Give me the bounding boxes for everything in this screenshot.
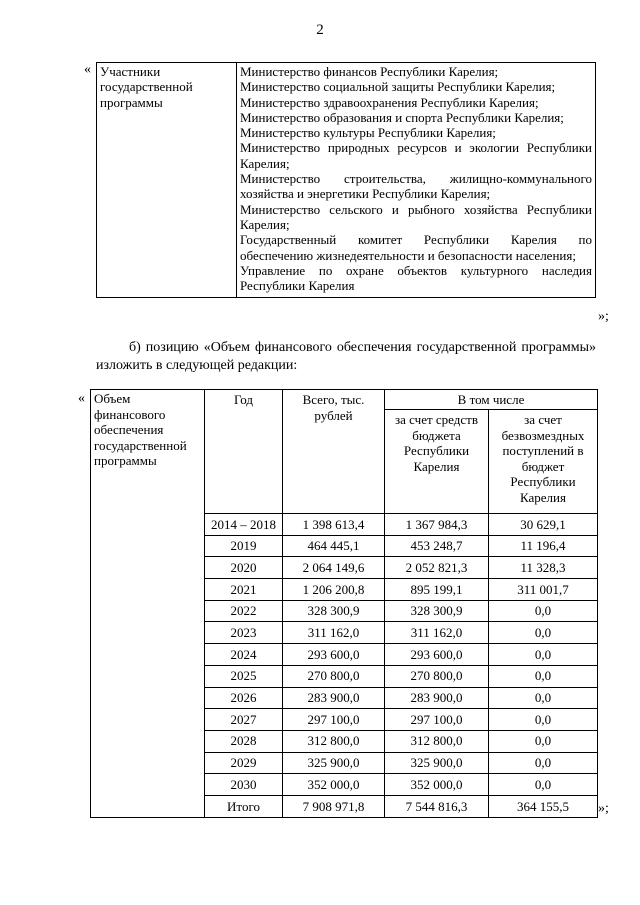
cell-budget: 352 000,0 — [385, 774, 489, 796]
cell-year: 2021 — [205, 579, 283, 601]
participant-item: Министерство строительства, жилищно-коммунального хозяйства и энергетики Республики Карелия; — [240, 171, 592, 202]
participant-item: Министерство здравоохранения Республики Карелия; — [240, 94, 539, 110]
col-free-header: за счет безвозмездных поступлений в бюджет Республики Карелия — [489, 410, 598, 514]
cell-free: 0,0 — [489, 687, 598, 709]
cell-budget: 7 544 816,3 — [385, 795, 489, 817]
cell-budget: 312 800,0 — [385, 730, 489, 752]
cell-year: 2028 — [205, 730, 283, 752]
finance-label: Объем финансового обеспечения государственной программы — [91, 390, 205, 818]
participants-list — [237, 63, 596, 298]
cell-year: 2026 — [205, 687, 283, 709]
cell-free: 30 629,1 — [489, 514, 598, 536]
col-year-header: Год — [205, 390, 283, 514]
col-total-header: Всего, тыс. рублей — [283, 390, 385, 514]
cell-year: 2019 — [205, 535, 283, 557]
cell-year: 2023 — [205, 622, 283, 644]
cell-year: 2014 – 2018 — [205, 514, 283, 536]
cell-year: 2029 — [205, 752, 283, 774]
cell-free: 0,0 — [489, 709, 598, 731]
cell-budget: 1 367 984,3 — [385, 514, 489, 536]
col-including-header: В том числе — [385, 390, 598, 410]
cell-year: 2020 — [205, 557, 283, 579]
cell-total: 270 800,0 — [283, 665, 385, 687]
participant-item: Управление по охране объектов культурного наследия Республики Карелия — [240, 262, 592, 294]
cell-free: 0,0 — [489, 665, 598, 687]
cell-total: 352 000,0 — [283, 774, 385, 796]
cell-free: 364 155,5 — [489, 795, 598, 817]
cell-total: 283 900,0 — [283, 687, 385, 709]
cell-budget: 453 248,7 — [385, 535, 489, 557]
cell-total: 297 100,0 — [283, 709, 385, 731]
participant-item: Министерство сельского и рыбного хозяйства Республики Карелия; — [240, 201, 592, 232]
participants-table — [96, 62, 596, 298]
cell-free: 0,0 — [489, 622, 598, 644]
quote-close-2: »; — [598, 801, 609, 816]
cell-total: 312 800,0 — [283, 730, 385, 752]
cell-year: 2022 — [205, 600, 283, 622]
participant-item: Министерство образования и спорта Республики Карелия; — [240, 109, 564, 125]
cell-budget: 2 052 821,3 — [385, 557, 489, 579]
cell-total: 311 162,0 — [283, 622, 385, 644]
participant-item: Государственный комитет Республики Карелия по обеспечению жизнедеятельности и безопасности населения; — [240, 232, 592, 263]
cell-budget: 325 900,0 — [385, 752, 489, 774]
cell-budget: 328 300,9 — [385, 600, 489, 622]
cell-year: 2024 — [205, 644, 283, 666]
cell-free: 0,0 — [489, 730, 598, 752]
cell-total: 464 445,1 — [283, 535, 385, 557]
cell-total: 293 600,0 — [283, 644, 385, 666]
participant-item: Министерство социальной защиты Республики Карелия; — [240, 79, 556, 95]
cell-free: 11 196,4 — [489, 535, 598, 557]
col-budget-header: за счет средств бюджета Республики Карелия — [385, 410, 489, 514]
cell-total: 1 398 613,4 — [283, 514, 385, 536]
participant-item: Министерство финансов Республики Карелия; — [240, 64, 499, 79]
participant-item: Министерство природных ресурсов и экологии Республики Карелия; — [240, 140, 592, 171]
cell-total: 7 908 971,8 — [283, 795, 385, 817]
cell-budget: 283 900,0 — [385, 687, 489, 709]
cell-free: 311 001,7 — [489, 579, 598, 601]
cell-budget: 311 162,0 — [385, 622, 489, 644]
quote-open-1: « — [84, 62, 91, 77]
cell-year: Итого — [205, 795, 283, 817]
cell-free: 0,0 — [489, 644, 598, 666]
cell-budget: 297 100,0 — [385, 709, 489, 731]
quote-close-1: »; — [598, 309, 609, 324]
cell-free: 0,0 — [489, 752, 598, 774]
cell-year: 2030 — [205, 774, 283, 796]
page-number: 2 — [316, 22, 324, 38]
cell-total: 325 900,0 — [283, 752, 385, 774]
cell-year: 2027 — [205, 709, 283, 731]
finance-table — [90, 389, 598, 818]
cell-year: 2025 — [205, 665, 283, 687]
cell-budget: 293 600,0 — [385, 644, 489, 666]
cell-free: 0,0 — [489, 774, 598, 796]
cell-budget: 270 800,0 — [385, 665, 489, 687]
cell-total: 2 064 149,6 — [283, 557, 385, 579]
participant-item: Министерство культуры Республики Карелия; — [240, 125, 496, 141]
cell-free: 11 328,3 — [489, 557, 598, 579]
quote-open-2: « — [78, 391, 85, 406]
participants-label: Участники государственной программы — [97, 63, 237, 298]
cell-total: 328 300,9 — [283, 600, 385, 622]
cell-total: 1 206 200,8 — [283, 579, 385, 601]
cell-budget: 895 199,1 — [385, 579, 489, 601]
instruction-paragraph: б) позицию «Объем финансового обеспечения государственной программы» изложить в следующей редакции: — [96, 340, 596, 373]
cell-free: 0,0 — [489, 600, 598, 622]
